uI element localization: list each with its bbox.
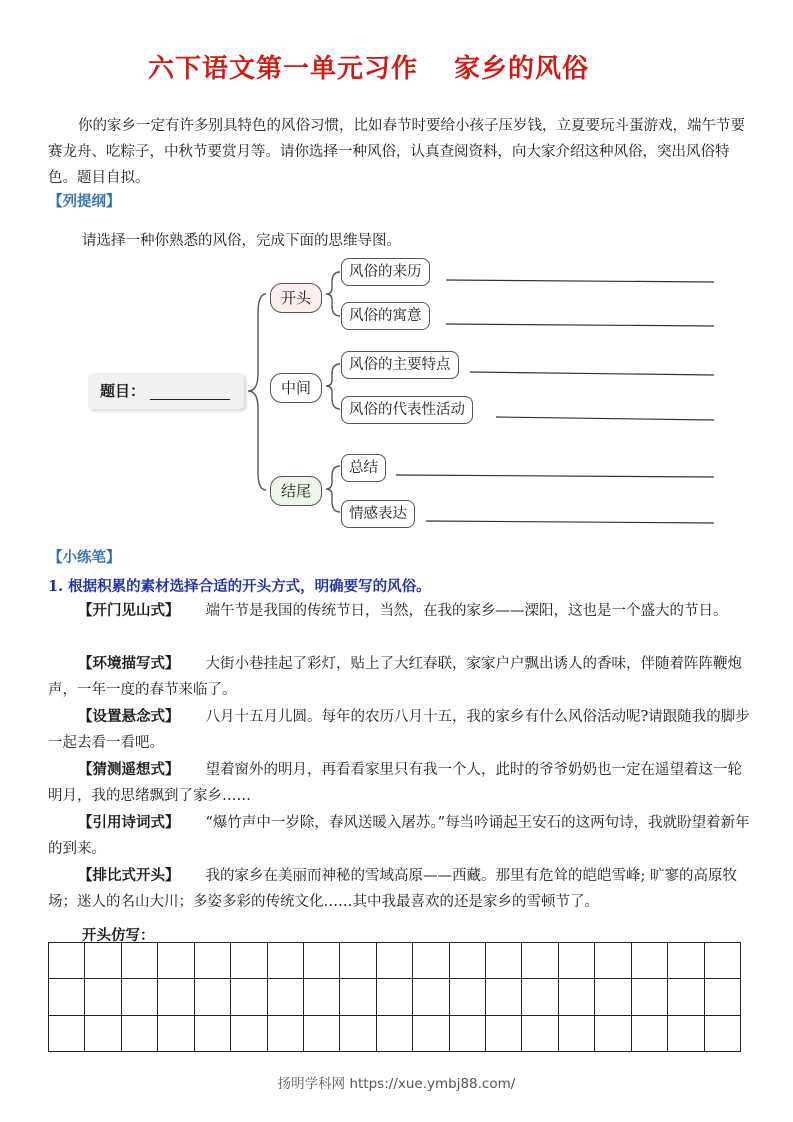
opening-label: 【排比式开头】 (78, 867, 180, 884)
grid-cell[interactable] (122, 979, 158, 1015)
grid-cell[interactable] (304, 943, 340, 979)
grid-cell[interactable] (522, 1016, 558, 1052)
grid-cell[interactable] (377, 1016, 413, 1052)
grid-cell[interactable] (595, 979, 631, 1015)
grid-cell[interactable] (595, 1016, 631, 1052)
title-part-1: 六下语文第一单元习作 (147, 54, 418, 84)
grid-cell[interactable] (158, 943, 194, 979)
opening-item (48, 863, 753, 915)
footer-watermark: 扬明学科网 https://xue.ymbj88.com/ (277, 1076, 516, 1092)
opening-text: 我的家乡在美丽而神秘的雪域高原——西藏。那里有危耸的皑皑雪峰; 旷寥的高原牧场；迷人的名山大川；多姿多彩的传统文化……其中我最喜欢的还是家乡的雪顿节了。 (48, 868, 737, 910)
category-beginning: 开头 (270, 283, 322, 313)
grid-cell[interactable] (632, 943, 668, 979)
grid-cell[interactable] (632, 979, 668, 1015)
grid-cell[interactable] (195, 1016, 231, 1052)
opening-label: 【开门见山式】 (78, 602, 180, 619)
grid-cell[interactable] (85, 1016, 121, 1052)
grid-cell[interactable] (486, 979, 522, 1015)
page-title (0, 48, 765, 85)
grid-cell[interactable] (668, 943, 704, 979)
grid-cell[interactable] (49, 979, 85, 1015)
practice-section-label: 【小练笔】 (48, 549, 121, 566)
opening-item (48, 704, 753, 756)
grid-cell[interactable] (705, 943, 741, 979)
grid-cell[interactable] (668, 979, 704, 1015)
grid-cell[interactable] (559, 943, 595, 979)
grid-cell[interactable] (304, 979, 340, 1015)
item-main-features: 风俗的主要特点 (341, 351, 459, 379)
topic-label: 题目： (100, 382, 146, 400)
grid-cell[interactable] (49, 1016, 85, 1052)
grid-cell[interactable] (559, 1016, 595, 1052)
grid-cell[interactable] (195, 943, 231, 979)
writing-grid[interactable] (48, 942, 741, 1052)
topic-box (88, 373, 244, 409)
grid-cell[interactable] (522, 979, 558, 1015)
item-summary: 总结 (341, 454, 386, 482)
grid-cell[interactable] (705, 1016, 741, 1052)
opening-label: 【环境描写式】 (78, 655, 180, 672)
category-ending: 结尾 (270, 476, 322, 506)
grid-cell[interactable] (158, 979, 194, 1015)
grid-cell[interactable] (49, 943, 85, 979)
grid-cell[interactable] (231, 943, 267, 979)
grid-cell[interactable] (304, 1016, 340, 1052)
outline-section-label: 【列提纲】 (48, 193, 121, 210)
opening-label: 【设置悬念式】 (78, 708, 180, 725)
grid-cell[interactable] (377, 979, 413, 1015)
item-custom-meaning: 风俗的寓意 (341, 302, 430, 330)
grid-cell[interactable] (450, 943, 486, 979)
grid-cell[interactable] (158, 1016, 194, 1052)
title-part-2: 家乡的风俗 (454, 54, 590, 84)
grid-cell[interactable] (486, 1016, 522, 1052)
grid-cell[interactable] (231, 979, 267, 1015)
item-emotional-expression: 情感表达 (341, 500, 415, 528)
grid-cell[interactable] (122, 1016, 158, 1052)
grid-cell[interactable] (413, 979, 449, 1015)
category-middle: 中间 (270, 373, 322, 403)
grid-cell[interactable] (413, 943, 449, 979)
grid-cell[interactable] (486, 943, 522, 979)
grid-cell[interactable] (340, 1016, 376, 1052)
grid-cell[interactable] (85, 979, 121, 1015)
mind-map (88, 254, 728, 536)
item-custom-origin: 风俗的来历 (341, 258, 430, 286)
grid-cell[interactable] (522, 943, 558, 979)
grid-cell[interactable] (705, 979, 741, 1015)
outline-instruction: 请选择一种你熟悉的风俗，完成下面的思维导图。 (82, 233, 401, 249)
grid-cell[interactable] (632, 1016, 668, 1052)
opening-item (48, 598, 753, 624)
opening-text: 八月十五月儿圆。每年的农历八月十五，我的家乡有什么风俗活动呢?请跟随我的脚步一起去看一看吧。 (48, 709, 750, 751)
opening-item (48, 651, 753, 703)
grid-cell[interactable] (595, 943, 631, 979)
opening-text: 望着窗外的明月，再看看家里只有我一个人，此时的爷爷奶奶也一定在遥望着这一轮明月，我的思绪飘到了家乡…… (48, 762, 742, 804)
grid-cell[interactable] (268, 943, 304, 979)
grid-cell[interactable] (340, 979, 376, 1015)
item-representative-activities: 风俗的代表性活动 (341, 396, 473, 424)
imitation-label: 开头仿写： (82, 927, 155, 944)
opening-text: 大街小巷挂起了彩灯，贴上了大红春联，家家户户飘出诱人的香味，伴随着阵阵鞭炮声，一年一度的春节来临了。 (48, 656, 742, 698)
opening-label: 【猜测遥想式】 (78, 761, 180, 778)
grid-cell[interactable] (268, 979, 304, 1015)
grid-cell[interactable] (450, 979, 486, 1015)
opening-text: “爆竹声中一岁除，春风送暖入屠苏。”每当吟诵起王安石的这两句诗，我就盼望着新年的到来。 (48, 815, 750, 857)
grid-cell[interactable] (668, 1016, 704, 1052)
opening-text: 端午节是我国的传统节日，当然，在我的家乡——溧阳，这也是一个盛大的节日。 (205, 603, 728, 619)
topic-answer-line[interactable] (150, 399, 230, 400)
grid-cell[interactable] (450, 1016, 486, 1052)
grid-cell[interactable] (85, 943, 121, 979)
grid-cell[interactable] (340, 943, 376, 979)
grid-cell[interactable] (231, 1016, 267, 1052)
grid-cell[interactable] (122, 943, 158, 979)
grid-cell[interactable] (268, 1016, 304, 1052)
opening-item (48, 757, 753, 809)
grid-cell[interactable] (377, 943, 413, 979)
question-1: 1. 根据积累的素材选择合适的开头方式，明确要写的风俗。 (48, 578, 431, 595)
opening-item (48, 810, 753, 862)
grid-cell[interactable] (559, 979, 595, 1015)
intro-paragraph: 你的家乡一定有许多别具特色的风俗习惯，比如春节时要给小孩子压岁钱，立夏要玩斗蛋游戏，端午节要赛龙舟、吃粽子，中秋节要赏月等。请你选择一种风俗，认真查阅资料，向大家介绍这种风俗，突出风俗特色。题目自拟。 (48, 118, 745, 186)
opening-label: 【引用诗词式】 (78, 814, 180, 831)
grid-cell[interactable] (195, 979, 231, 1015)
grid-cell[interactable] (413, 1016, 449, 1052)
